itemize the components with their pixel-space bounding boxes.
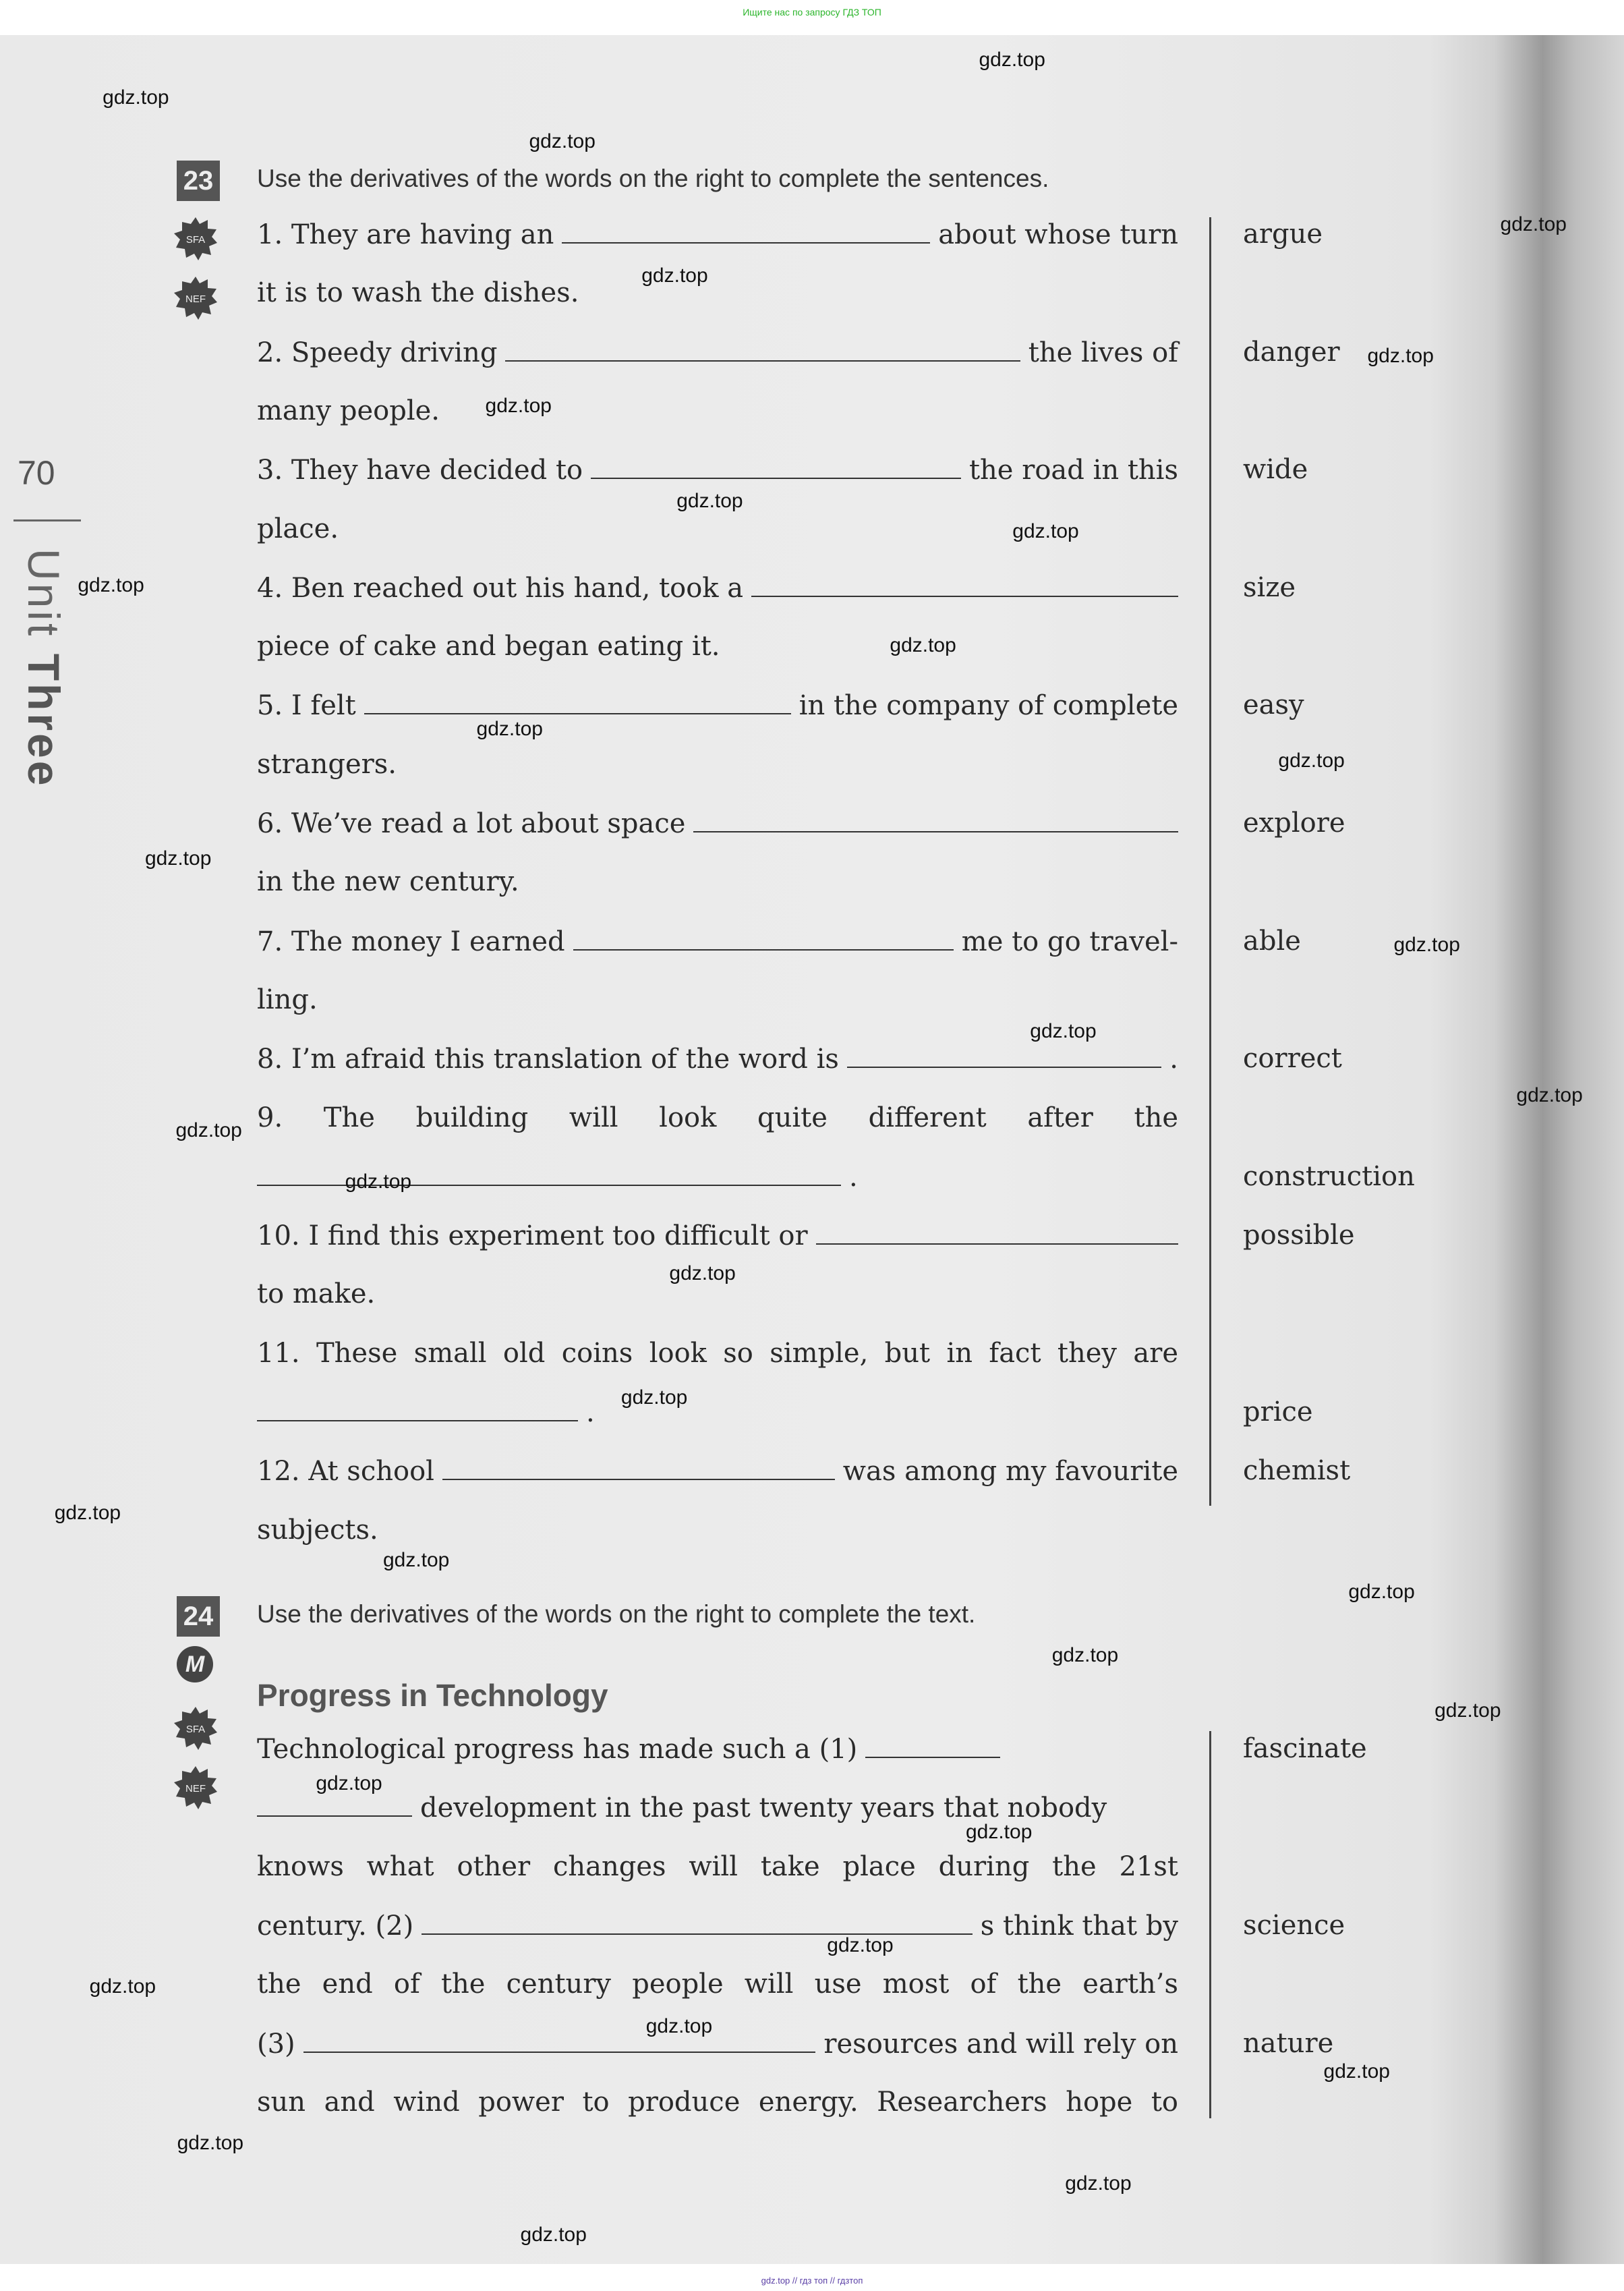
base-word: danger — [1243, 336, 1340, 368]
watermark: gdz.top — [1434, 1699, 1501, 1722]
bottom-banner[interactable]: gdz.top // гдз топ // гдзтоп — [761, 2275, 863, 2286]
unit-prefix: Unit — [19, 548, 69, 639]
sentence-text: 5. I felt — [257, 690, 356, 722]
sentence-text: sun and wind power to produce energy. Researchers hope to — [257, 2086, 1178, 2118]
watermark: gdz.top — [965, 1820, 1033, 1843]
sentence-text: . — [1169, 1044, 1178, 1075]
sentence-text: 12. At school — [257, 1456, 434, 1488]
text-line — [257, 1334, 1178, 1372]
base-word: price — [1243, 1396, 1313, 1427]
answer-blank[interactable] — [751, 569, 1178, 597]
watermark: gdz.top — [316, 1772, 382, 1795]
exercise-24-column-divider — [1209, 1731, 1211, 2118]
sentence-text: 2. Speedy driving — [257, 337, 498, 368]
nef-icon — [174, 1766, 217, 1809]
sentence-text: 3. They have decided to — [257, 455, 583, 486]
watermark: gdz.top — [103, 86, 169, 109]
sentence-text: the road in this — [968, 455, 1178, 486]
watermark: gdz.top — [890, 634, 956, 657]
watermark: gdz.top — [1393, 934, 1460, 957]
base-word: easy — [1243, 689, 1304, 721]
text-line — [257, 686, 1178, 724]
sentence-text: . — [849, 1161, 858, 1193]
base-word: construction — [1243, 1160, 1415, 1192]
answer-blank[interactable] — [364, 686, 791, 714]
answer-blank[interactable] — [591, 451, 961, 479]
exercise-24-number: 24 — [177, 1596, 220, 1637]
sentence-text: 8. I’m afraid this translation of the word is — [257, 1044, 839, 1075]
watermark: gdz.top — [382, 1548, 450, 1571]
exercise-23-column-divider — [1209, 217, 1211, 1506]
watermark: gdz.top — [669, 1262, 736, 1285]
sentence-text: about whose turn — [938, 219, 1178, 250]
sentence-text: . — [586, 1397, 595, 1428]
text-line — [257, 1452, 1178, 1490]
unit-label — [18, 548, 69, 866]
text-line — [257, 1906, 1178, 1944]
sentence-text: 1. They are having an — [257, 219, 554, 250]
base-word: nature — [1243, 2027, 1334, 2059]
sentence-text: the end of the century people will use most of the earth’s — [257, 1969, 1178, 2000]
base-word: correct — [1243, 1043, 1342, 1075]
answer-blank[interactable] — [422, 1906, 973, 1935]
svg-text:SFA: SFA — [185, 234, 206, 246]
text-line — [257, 863, 1178, 901]
watermark: gdz.top — [1516, 1084, 1583, 1107]
sentence-text: knows what other changes will take place during the 21st — [257, 1850, 1178, 1882]
text-line — [257, 569, 1178, 606]
sentence-text: place. — [257, 513, 339, 544]
sentence-text: many people. — [257, 395, 440, 426]
text-line — [257, 1848, 1178, 1886]
answer-blank[interactable] — [847, 1040, 1161, 1068]
watermark: gdz.top — [175, 1119, 242, 1142]
watermark: gdz.top — [1065, 2172, 1132, 2195]
base-word: explore — [1243, 808, 1345, 839]
watermark: gdz.top — [177, 2131, 244, 2154]
sentence-text: subjects. — [257, 1514, 378, 1546]
text-line — [257, 392, 1178, 430]
text-line — [257, 1788, 1178, 1826]
text-line — [257, 2025, 1178, 2062]
base-word: size — [1243, 571, 1296, 603]
svg-text:NEF: NEF — [185, 293, 206, 305]
sentence-text: strangers. — [257, 748, 397, 780]
sfa-icon — [174, 1707, 217, 1750]
page-number: 70 — [18, 454, 55, 492]
answer-blank[interactable] — [303, 2025, 816, 2053]
watermark: gdz.top — [520, 2224, 587, 2246]
watermark: gdz.top — [476, 717, 543, 740]
unit-name: Three — [19, 653, 69, 789]
answer-blank[interactable] — [505, 333, 1020, 362]
sfa-icon — [174, 217, 217, 260]
text-line — [257, 922, 1178, 960]
m-icon: M — [177, 1646, 213, 1682]
watermark: gdz.top — [89, 1975, 156, 1998]
watermark: gdz.top — [1348, 1581, 1415, 1604]
text-line — [257, 1393, 1178, 1431]
answer-blank[interactable] — [442, 1452, 835, 1480]
text-line — [257, 1730, 1178, 1767]
sentence-text: 10. I find this experiment too difficult or — [257, 1220, 808, 1252]
base-word: chemist — [1243, 1455, 1351, 1487]
exercise-24-title: Progress in Technology — [257, 1678, 608, 1713]
sentence-text: resources and will rely on — [823, 2028, 1178, 2060]
base-word: wide — [1243, 454, 1308, 486]
sentence-text: me to go travel- — [961, 926, 1178, 957]
sentence-text: 6. We’ve read a lot about space — [257, 808, 686, 839]
sentence-text: in the new century. — [257, 866, 519, 898]
text-line — [257, 745, 1178, 783]
text-line — [257, 1965, 1178, 2003]
text-line — [257, 215, 1178, 253]
answer-blank[interactable] — [257, 1393, 578, 1421]
sentence-text: 9. The building will look quite different after the — [257, 1102, 1178, 1133]
text-line — [257, 451, 1178, 488]
page-number-rule — [13, 519, 81, 521]
svg-text:SFA: SFA — [185, 1724, 206, 1735]
base-word: science — [1243, 1909, 1345, 1941]
exercise-23-number: 23 — [177, 161, 220, 201]
text-line — [257, 1216, 1178, 1254]
sentence-text: ling. — [257, 984, 318, 1015]
watermark: gdz.top — [144, 847, 212, 870]
answer-blank[interactable] — [693, 804, 1178, 832]
sentence-text: was among my favourite — [842, 1456, 1178, 1488]
text-line — [257, 2083, 1178, 2121]
text-line — [257, 1511, 1178, 1549]
watermark: gdz.top — [979, 48, 1045, 71]
watermark: gdz.top — [645, 2014, 713, 2037]
text-line — [257, 804, 1178, 842]
svg-text:NEF: NEF — [185, 1783, 206, 1794]
sentence-text: 11. These small old coins look so simple, but in fact they are — [257, 1337, 1178, 1369]
sentence-text: century. (2) — [257, 1910, 414, 1942]
watermark: gdz.top — [485, 395, 552, 417]
text-line — [257, 333, 1178, 371]
watermark: gdz.top — [529, 130, 596, 153]
base-word: fascinate — [1243, 1733, 1367, 1764]
exercise-23-instruction: Use the derivatives of the words on the right to complete the sentences. — [257, 165, 1049, 192]
watermark: gdz.top — [1051, 1643, 1119, 1666]
text-line — [257, 274, 1178, 312]
sentence-text: 7. The money I earned — [257, 926, 565, 957]
watermark: gdz.top — [1367, 345, 1434, 368]
sentence-text: 4. Ben reached out his hand, took a — [257, 572, 744, 604]
base-word: possible — [1243, 1220, 1355, 1251]
sentence-text: s think that by — [980, 1910, 1178, 1942]
text-line — [257, 981, 1178, 1019]
answer-blank[interactable] — [562, 215, 930, 244]
watermark: gdz.top — [1278, 749, 1345, 772]
top-banner[interactable]: Ищите нас по запросу ГДЗ ТОП — [743, 7, 881, 18]
sentence-text: to make. — [257, 1278, 376, 1310]
answer-blank[interactable] — [865, 1730, 1000, 1758]
watermark: gdz.top — [78, 574, 144, 597]
sentence-text: the lives of — [1028, 337, 1178, 368]
nef-icon — [174, 277, 217, 320]
watermark: gdz.top — [1323, 2060, 1390, 2083]
text-line — [257, 1099, 1178, 1137]
answer-blank[interactable] — [573, 922, 954, 951]
sentence-text: Technological progress has made such a (1) — [257, 1734, 858, 1765]
watermark: gdz.top — [641, 264, 708, 287]
watermark: gdz.top — [345, 1170, 412, 1193]
watermark: gdz.top — [1500, 213, 1567, 236]
base-word: able — [1243, 925, 1301, 957]
sentence-text: piece of cake and began eating it. — [257, 631, 720, 662]
sentence-text: in the company of complete — [799, 690, 1178, 722]
sentence-text: it is to wash the dishes. — [257, 277, 579, 309]
watermark: gdz.top — [827, 1934, 894, 1957]
watermark: gdz.top — [676, 489, 743, 512]
watermark: gdz.top — [1012, 520, 1079, 543]
sentence-text: development in the past twenty years that nobody — [420, 1792, 1107, 1824]
sentence-text: (3) — [257, 2028, 295, 2060]
base-word: argue — [1243, 219, 1323, 250]
exercise-24-instruction: Use the derivatives of the words on the right to complete the text. — [257, 1600, 976, 1628]
text-line — [257, 627, 1178, 665]
watermark: gdz.top — [1030, 1019, 1097, 1042]
watermark: gdz.top — [54, 1502, 121, 1525]
text-line — [257, 1040, 1178, 1077]
answer-blank[interactable] — [816, 1216, 1178, 1245]
watermark: gdz.top — [620, 1386, 688, 1409]
